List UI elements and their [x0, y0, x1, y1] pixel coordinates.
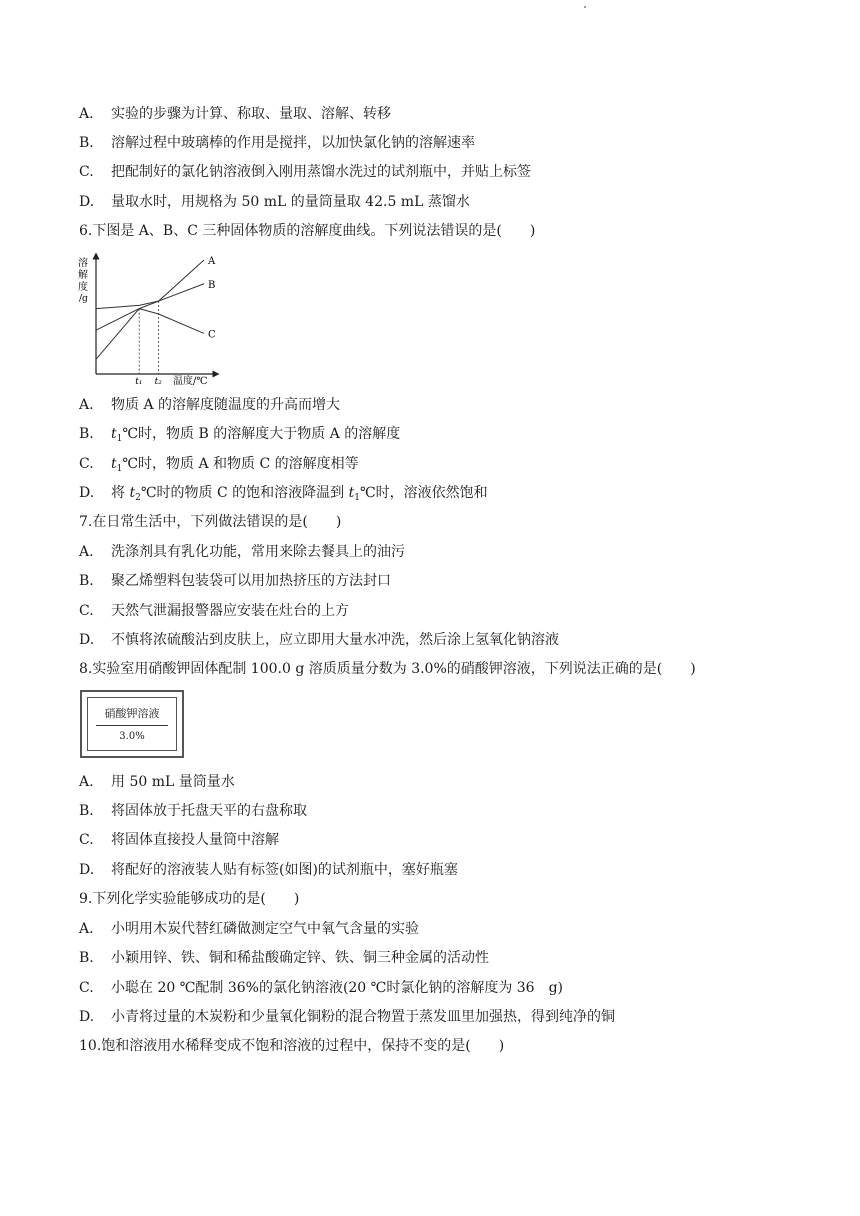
solubility-chart — [76, 250, 226, 390]
curve-a — [96, 260, 204, 330]
q8-option-a: A. 用 50 mL 量筒量水 — [79, 774, 235, 790]
curve-label-b: B — [208, 279, 216, 291]
y-axis-label-4: /g — [79, 294, 88, 304]
q9-option-c: C. 小聪在 20 ℃配制 36%的氯化钠溶液(20 ℃时氯化钠的溶解度为 36 g) — [79, 980, 564, 996]
q7-option-b: B. 聚乙烯塑料包装袋可以用加热挤压的方法封口 — [79, 573, 391, 589]
q5-option-c: C. 把配制好的氯化钠溶液倒入刚用蒸馏水洗过的试剂瓶中，并贴上标签 — [79, 164, 531, 180]
y-axis-label-3: 度 — [78, 282, 88, 293]
x-tick-label-2: t₂ — [154, 377, 162, 387]
q8-option-d: D. 将配好的溶液装人贴有标签(如图)的试剂瓶中，塞好瓶塞 — [79, 862, 458, 878]
reagent-label-figure — [80, 690, 184, 758]
q8-stem: 8.实验室用硝酸钾固体配制 100.0 g 溶质质量分数为 3.0%的硝酸钾溶液，下列说法正确的是( ) — [79, 661, 696, 677]
q7-option-d: D. 不慎将浓硫酸沾到皮肤上，应立即用大量水冲洗，然后涂上氢氧化钠溶液 — [79, 632, 559, 648]
q6-option-a: A. 物质 A 的溶解度随温度的升高而增大 — [79, 397, 341, 413]
q9-option-b: B. 小颖用锌、铁、铜和稀盐酸确定锌、铁、铜三种金属的活动性 — [79, 950, 489, 966]
q7-stem: 7.在日常生活中，下列做法错误的是( ) — [79, 514, 342, 530]
curve-c — [96, 309, 204, 360]
reagent-label-inner — [87, 697, 177, 751]
curve-label-a: A — [208, 256, 216, 267]
q5-option-d: D. 量取水时，用规格为 50 mL 的量筒量取 42.5 mL 蒸馏水 — [79, 194, 470, 210]
q5-option-a: A. 实验的步骤为计算、称取、量取、溶解、转移 — [79, 106, 391, 122]
q8-option-c: C. 将固体直接投人量筒中溶解 — [79, 832, 279, 848]
q7-option-a: A. 洗涤剂具有乳化功能，常用来除去餐具上的油污 — [79, 544, 405, 560]
x-axis-label: 温度/℃ — [173, 376, 208, 387]
q6-option-d: D. 将 $t_2℃$时的物质 C 的饱和溶液降温到 $t_1℃$时，溶液依然饱和 — [79, 485, 488, 503]
x-tick-label-1: t₁ — [135, 377, 143, 387]
q8-option-b: B. 将固体放于托盘天平的右盘称取 — [79, 803, 307, 819]
q10-stem: 10.饱和溶液用水稀释变成不饱和溶液的过程中，保持不变的是( ) — [79, 1038, 505, 1054]
q6-stem: 6.下图是 A、B、C 三种固体物质的溶解度曲线。下列说法错误的是( ) — [79, 223, 536, 239]
page-dot — [584, 6, 586, 8]
q6-option-b: B. $t_1℃$时，物质 B 的溶解度大于物质 A 的溶解度 — [79, 426, 401, 444]
reagent-label-percent: 3.0% — [119, 731, 145, 742]
q9-stem: 9.下列化学实验能够成功的是( ) — [79, 891, 300, 907]
y-axis-label-2: 解 — [78, 270, 88, 281]
q6-option-c: C. $t_1℃$时，物质 A 和物质 C 的溶解度相等 — [79, 456, 359, 474]
q9-option-a: A. 小明用木炭代替红磷做测定空气中氧气含量的实验 — [79, 921, 419, 937]
y-axis-label-1: 溶 — [78, 258, 88, 269]
q5-option-b: B. 溶解过程中玻璃棒的作用是搅拌，以加快氯化钠的溶解速率 — [79, 135, 475, 151]
curve-label-c: C — [208, 329, 216, 341]
q9-option-d: D. 小青将过量的木炭粉和少量氧化铜粉的混合物置于蒸发皿里加强热，得到纯净的铜 — [79, 1009, 615, 1025]
reagent-label-title: 硝酸钾溶液 — [104, 707, 160, 720]
reagent-label-rule — [96, 725, 168, 726]
q7-option-c: C. 天然气泄漏报警器应安装在灶台的上方 — [79, 603, 349, 619]
